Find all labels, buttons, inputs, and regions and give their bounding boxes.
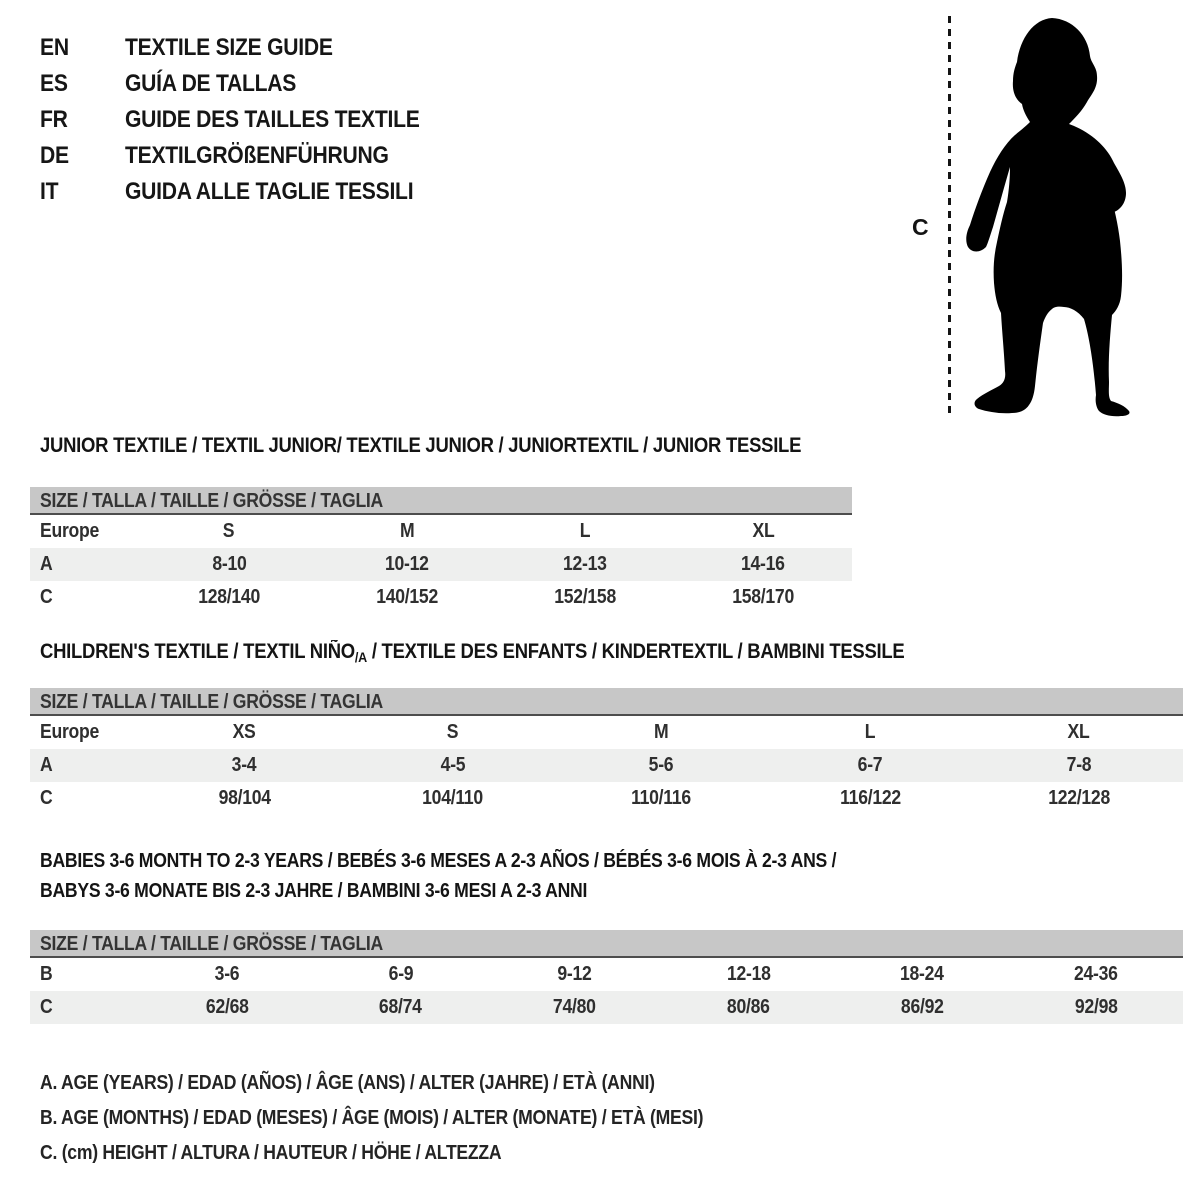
row-label <box>30 963 140 986</box>
language-code <box>40 102 118 138</box>
height-cell <box>349 787 558 810</box>
size-cell-text: S <box>223 520 235 542</box>
legend-line-b <box>40 1101 794 1136</box>
row-label-text: C <box>40 787 53 809</box>
table-row-age <box>30 749 1183 782</box>
size-cell-text: XS <box>232 721 256 743</box>
height-cell-text: 98/104 <box>218 787 271 809</box>
table-row-europe <box>30 515 852 548</box>
size-cell <box>674 520 852 543</box>
height-cell <box>140 996 314 1019</box>
size-header-label: SIZE / TALLA / TAILLE / GRÖSSE / TAGLIA <box>40 933 384 955</box>
row-label <box>30 721 140 744</box>
row-label <box>30 754 140 777</box>
height-cell-text: 128/140 <box>198 586 260 608</box>
height-cell <box>314 996 488 1019</box>
height-cell-text: 158/170 <box>732 586 794 608</box>
language-row-fr <box>40 102 459 138</box>
age-cell <box>140 963 314 986</box>
row-label-text: C <box>40 996 53 1018</box>
size-cell <box>140 721 349 744</box>
language-code <box>40 30 118 66</box>
language-title: GUÍA DE TALLAS <box>124 70 296 97</box>
size-header-bar <box>30 688 1183 716</box>
table-row-age-months <box>30 958 1183 991</box>
size-cell <box>766 721 975 744</box>
row-label-text: C <box>40 586 53 608</box>
age-cell <box>349 754 558 777</box>
language-title: TEXTILGRÖßENFÜHRUNG <box>124 142 389 169</box>
height-cell <box>140 787 349 810</box>
legend-line-a <box>40 1066 794 1101</box>
size-cell <box>318 520 496 543</box>
junior-section-heading <box>40 435 905 457</box>
size-cell <box>974 721 1183 744</box>
height-cell <box>488 996 662 1019</box>
size-cell-text: M <box>654 721 669 743</box>
age-cell-text: 24-36 <box>1074 963 1118 985</box>
height-cell-text: 86/92 <box>900 996 944 1018</box>
babies-heading-line2: BABYS 3-6 MONATE BIS 2-3 JAHRE / BAMBINI 3-6 MESI A 2-3 ANNI <box>40 880 588 902</box>
legend-line-a-text: A. AGE (YEARS) / EDAD (AÑOS) / ÂGE (ANS) / ALTER (JAHRE) / ETÀ (ANNI) <box>40 1072 655 1094</box>
children-heading-part1: CHILDREN'S TEXTILE / TEXTIL NIÑO <box>40 640 355 663</box>
table-row-height <box>30 581 852 614</box>
language-title-block <box>40 30 459 210</box>
babies-size-table <box>30 930 1183 1024</box>
junior-size-table <box>30 487 852 614</box>
age-cell <box>496 553 674 576</box>
age-cell <box>766 754 975 777</box>
height-cell <box>1009 996 1183 1019</box>
row-label-text: A <box>40 754 53 776</box>
age-cell-text: 12-18 <box>726 963 771 985</box>
age-cell <box>140 553 318 576</box>
table-row-height <box>30 782 1183 815</box>
size-header-label: SIZE / TALLA / TAILLE / GRÖSSE / TAGLIA <box>40 691 384 713</box>
age-cell-text: 14-16 <box>741 553 785 575</box>
language-row-en <box>40 30 459 66</box>
height-cell <box>766 787 975 810</box>
measurement-legend <box>40 1066 794 1171</box>
age-cell <box>661 963 835 986</box>
height-cell-text: 74/80 <box>553 996 596 1018</box>
legend-line-c-text: C. (cm) HEIGHT / ALTURA / HAUTEUR / HÖHE / ALTEZZA <box>40 1142 502 1164</box>
size-cell <box>557 721 766 744</box>
height-cell-text: 92/98 <box>1074 996 1118 1018</box>
children-heading-part2: / TEXTILE DES ENFANTS / KINDERTEXTIL / BAMBINI TESSILE <box>366 640 905 663</box>
age-cell <box>140 754 349 777</box>
language-code-text: DE <box>40 142 69 169</box>
size-cell <box>349 721 558 744</box>
age-cell-text: 3-4 <box>231 754 257 776</box>
age-cell-text: 6-9 <box>388 963 414 985</box>
height-cell-text: 110/116 <box>631 787 692 809</box>
age-cell <box>314 963 488 986</box>
size-cell-text: XL <box>1067 721 1090 743</box>
table-row-age <box>30 548 852 581</box>
language-code <box>40 174 118 210</box>
measure-c-label: C <box>912 214 929 240</box>
legend-line-b-text: B. AGE (MONTHS) / EDAD (MESES) / ÂGE (MOIS) / ALTER (MONATE) / ETÀ (MESI) <box>40 1107 704 1129</box>
size-cell-text: S <box>447 721 459 743</box>
age-cell <box>557 754 766 777</box>
height-cell-text: 116/122 <box>839 787 901 809</box>
age-cell-text: 8-10 <box>211 553 247 575</box>
age-cell-text: 18-24 <box>900 963 945 985</box>
height-measure-dashed-line <box>948 16 951 416</box>
age-cell-text: 12-13 <box>563 553 607 575</box>
language-row-it <box>40 174 459 210</box>
babies-heading-line1: BABIES 3-6 MONTH TO 2-3 YEARS / BEBÉS 3-6 MESES A 2-3 AÑOS / BÉBÉS 3-6 MOIS À 2-3 ANS / <box>40 850 837 872</box>
language-code-text: FR <box>40 106 68 133</box>
children-size-table <box>30 688 1183 815</box>
children-section-heading-text <box>40 641 904 669</box>
age-cell <box>318 553 496 576</box>
size-header-bar <box>30 930 1183 958</box>
age-cell <box>835 963 1009 986</box>
table-row-height <box>30 991 1183 1024</box>
age-cell-text: 10-12 <box>385 553 429 575</box>
height-cell-text: 140/152 <box>376 586 438 608</box>
table-row-europe <box>30 716 1183 749</box>
age-cell-text: 6-7 <box>857 754 883 776</box>
row-label <box>30 520 140 543</box>
height-cell <box>661 996 835 1019</box>
height-cell-text: 68/74 <box>379 996 423 1018</box>
language-title: GUIDA ALLE TAGLIE TESSILI <box>124 178 413 205</box>
height-cell-text: 62/68 <box>205 996 249 1018</box>
size-cell-text: XL <box>752 520 774 542</box>
language-code-text: ES <box>40 70 68 97</box>
height-cell-text: 80/86 <box>727 996 770 1018</box>
junior-section-heading-text: JUNIOR TEXTILE / TEXTIL JUNIOR/ TEXTILE JUNIOR / JUNIORTEXTIL / JUNIOR TESSILE <box>40 434 802 457</box>
size-cell-text: L <box>864 721 876 743</box>
size-cell <box>140 520 318 543</box>
age-cell-text: 3-6 <box>214 963 240 985</box>
row-label-text: Europe <box>40 721 100 743</box>
size-cell <box>496 520 674 543</box>
age-cell-text: 7-8 <box>1066 754 1092 776</box>
language-row-es <box>40 66 459 102</box>
height-cell-text: 152/158 <box>554 586 616 608</box>
age-cell <box>488 963 662 986</box>
row-label <box>30 553 140 576</box>
babies-section-heading <box>40 846 945 906</box>
age-cell <box>674 553 852 576</box>
children-heading-subscript: /A <box>354 649 367 666</box>
row-label-text: Europe <box>40 520 100 542</box>
language-code-text: IT <box>40 178 59 205</box>
row-label-text: B <box>40 963 53 985</box>
language-code <box>40 138 118 174</box>
height-cell <box>974 787 1183 810</box>
height-cell <box>835 996 1009 1019</box>
row-label <box>30 787 140 810</box>
size-header-bar <box>30 487 852 515</box>
toddler-silhouette-image <box>960 14 1140 418</box>
size-cell-text: L <box>579 520 591 542</box>
age-cell-text: 4-5 <box>440 754 466 776</box>
language-code-text: EN <box>40 34 69 61</box>
age-cell <box>1009 963 1183 986</box>
language-title: GUIDE DES TAILLES TEXTILE <box>124 106 420 133</box>
size-cell-text: M <box>399 520 415 542</box>
height-cell <box>557 787 766 810</box>
size-header-label: SIZE / TALLA / TAILLE / GRÖSSE / TAGLIA <box>40 490 384 512</box>
row-label-text: A <box>40 553 53 575</box>
row-label <box>30 586 140 609</box>
height-cell-text: 122/128 <box>1047 787 1110 809</box>
legend-line-c <box>40 1136 794 1171</box>
age-cell <box>974 754 1183 777</box>
language-code <box>40 66 118 102</box>
age-cell-text: 5-6 <box>649 754 674 776</box>
language-title: TEXTILE SIZE GUIDE <box>124 34 333 61</box>
height-cell <box>318 586 496 609</box>
children-section-heading <box>40 641 1022 669</box>
height-cell <box>140 586 318 609</box>
height-cell-text: 104/110 <box>422 787 484 809</box>
age-cell-text: 9-12 <box>557 963 592 985</box>
row-label <box>30 996 140 1019</box>
language-row-de <box>40 138 459 174</box>
height-cell <box>496 586 674 609</box>
height-cell <box>674 586 852 609</box>
